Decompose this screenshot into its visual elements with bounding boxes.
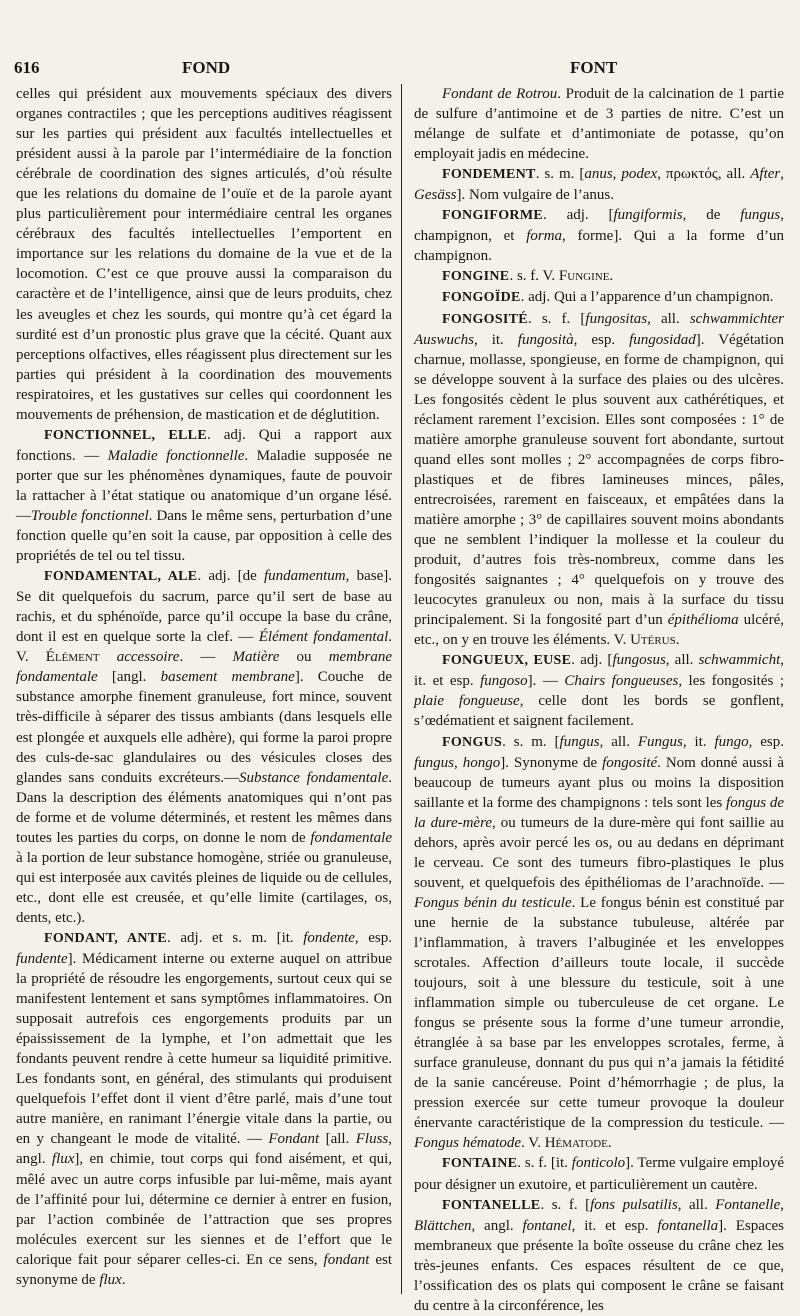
italic-run: schwammichter Auswuchs (414, 310, 784, 348)
italic-run: fonticolo (571, 1155, 626, 1172)
text-run: ]. Synonyme de (500, 754, 603, 771)
text-run: , (612, 166, 622, 183)
italic-run: fontanel (522, 1217, 572, 1234)
text-run: , celle dont les bords se gonflent, s’œdématient et saignent facilement. (414, 693, 784, 730)
italic-run: Fluss (355, 1131, 389, 1148)
entry-fontaine (414, 1153, 784, 1194)
text-run: , esp. (573, 331, 630, 348)
italic-run: fontanella (657, 1217, 719, 1234)
italic-run: fondente (303, 929, 355, 946)
text-run: . adj. Qui a rapport aux fonctions. — (16, 426, 392, 464)
page-number: 616 (14, 58, 40, 77)
text-run: , champignon, et (414, 207, 784, 245)
italic-run: fungus (740, 207, 781, 224)
italic-run: Maladie fonctionnelle (107, 447, 245, 464)
text-run: [angl. (97, 669, 161, 686)
text-run (100, 649, 117, 665)
text-run: , (780, 1196, 784, 1213)
small-caps-run: Utérus (630, 632, 676, 649)
entry-fongiforme (414, 205, 784, 266)
entry-fondant-de-rotrou (414, 84, 784, 164)
headword: FONGINE (442, 269, 510, 285)
entry-fongueux (414, 650, 784, 731)
text-run: . (675, 632, 680, 649)
entry-fondement (414, 164, 784, 205)
text-run: . (607, 1135, 612, 1152)
italic-run: fungiformis (613, 207, 683, 224)
text-run: ulcéré, etc., on y en trouve les éléments. V. (414, 612, 784, 649)
entry-fongoide (414, 287, 784, 308)
italic-run: Fontanelle (715, 1196, 781, 1213)
entry-continuation (16, 84, 392, 425)
italic-run: fungus (559, 733, 600, 750)
text-run: , it. (474, 331, 518, 348)
text-run: ]. Espaces membraneux que présente la boîte osseuse du crâne chez les très-jeunes enfants. Ces espaces résultent de ce que, l’ossification des os plats qui composent le crâne se faisant du centre à la circonférence, les (414, 1217, 785, 1314)
italic-run: fondamentale (310, 829, 392, 846)
entry-fongosite (414, 309, 784, 651)
small-caps-run: Hématode (544, 1135, 608, 1152)
text-run: est synonyme de (16, 1251, 392, 1288)
entry-fongus (414, 732, 784, 1154)
italic-run: Fondant (268, 1131, 320, 1148)
text-run: . adj. [ (543, 207, 614, 224)
italic-run: fungoso (480, 673, 528, 690)
small-caps-run: Fungine (558, 268, 610, 285)
text-run: . V. (521, 1135, 545, 1152)
italic-run: fungo (714, 733, 749, 750)
entry-fontanelle (414, 1195, 784, 1316)
italic-run: fundamentum (263, 568, 346, 585)
italic-run: Fondant de Rotrou (442, 86, 558, 102)
text-run: . Produit de la calcination de 1 partie de sulfure d’antimoine et de 3 parties de nitre. C’est un mélange de sulfate et d’antimoniate de potasse, qu’on employait jadis en médecine. (414, 86, 784, 163)
text-run: , (454, 754, 463, 771)
text-run: à la portion de leur substance homogène, striée ou granuleuse, qui est interposée aux cavités pleines de liquide ou de cellules, etc., dont elle est creusée, et qu’elle limite (cartilages, os, dents, etc.). (16, 849, 392, 926)
headword: FONGUS (442, 734, 503, 750)
italic-run: fongus de la dure-mère (414, 794, 784, 831)
text-run: ]. Végétation charnue, mollasse, spongieuse, en forme de champignon, qui se développe souvent à la surface des plaies ou des ulcères. Les fongosités cèdent le plus souvent aux cathérétiques, et réclament rarement l’excision. Elles sont composées : 1° de matière amorphe granuleuse souvent fort abondante, surtout quand elles sont molles ; 2° accompagnées de corps fibro-plastiques et de fibres lamineuses minces, pâles, entrecroisées, rarement en faisceaux, et empâtées dans la matière amorphe ; 3° de capillaires souvent moins abondants que ne semblent l’indiquer la mollesse et la couleur du produit, d’autres fois très-nombreux, comme dans les fongosités saignantes ; 4° quelquefois on y trouve des leucocytes granuleux ou non, mais à la surface du tissu principalement. Si la fongosité part d’un (414, 331, 784, 629)
italic-run: fundente (16, 951, 68, 968)
text-run: . (121, 1271, 126, 1288)
italic-run: Substance fondamentale (239, 769, 389, 786)
text-run: , les fongosités ; (678, 673, 784, 690)
headword: FONTANELLE (442, 1197, 541, 1213)
entry-fonctionnel (16, 425, 392, 566)
italic-run: membrane fondamentale (16, 649, 393, 686)
text-run: , angl. (471, 1217, 523, 1234)
italic-run: Matière (232, 649, 280, 666)
text-run: ]. Couche de substance amorphe finement granuleuse, fort mince, souvent très-difficile à séparer des tissus ambiants (dans lesquels elle est plongée et auxquels elle adhère), qui forme la paroi propre des culs-de-sac glandulaires ou des vésicules closes des glandes sans conduits excréteurs.— (16, 669, 392, 786)
italic-run: fungosus (612, 652, 666, 669)
italic-run: fungosidad (629, 331, 696, 348)
small-caps-run: Élément (45, 649, 100, 666)
text-run: . s. m. [ (502, 733, 560, 750)
text-run: . s. f. [ (540, 1196, 591, 1213)
italic-run: Chairs fongueuses (564, 673, 679, 690)
text-run: celles qui président aux mouvements spéciaux des divers organes contractiles ; que les perceptions auditives réagissent sur les parties qui président aux facultés intellectuelles et président aussi à la parole par l’intermédiaire de la fonction cérébrale de coordination des signes articulés, d’où résulte que les relations du domaine de l’ouïe et de la parole ayant plus particulièrement pour intermédiaire central les organes cérébraux des facultés intellectuelles l’emportent en importance sur les relations du domaine de la vue et de la locomotion. C’est ce que prouve aussi la comparaison du caractère et de l’intelligence, ainsi que de leurs produits, chez les aveugles et chez les sourds, qui montre qu’à cet égard la surdité est d’un pronostic plus grave que la cécité. Quant aux perceptions olfactives, elles réagissent plus directement sur les parties qui président à la coordination des mouvements respiratoires, et les gustatives sur celles qui coordonnent les mouvements de préhension, de mastication et de déglutition. (16, 86, 392, 423)
headword: FONDANT, ANTE (44, 930, 168, 946)
text-run: , base]. Se dit quelquefois du sacrum, parce qu’il sert de base au rachis, et du sphénoïde, parce qu’il occupe la base du crâne, dont il est en quelque sorte la clef. — (16, 568, 392, 646)
text-run: , all. (665, 652, 699, 669)
headword: FONGOÏDE (442, 290, 521, 306)
text-run: , ou tumeurs de la dure-mère qui font saillie au dehors, après avoir percé les os, ou au dedans en déprimant le cerveau. Ce sont des tumeurs fibro-plastiques le plus souvent, et quelquefois des épithéliomas de l’arachnoïde. — (414, 814, 784, 891)
text-run: . (609, 268, 614, 285)
text-run: , all. (647, 310, 690, 327)
column-divider (401, 84, 402, 1294)
text-run: . Le fongus bénin est constitué par une hernie de la substance tubuleuse, altérée par l’inflammation, à travers l’albuginée et les enveloppes scrotales. Affection d’ailleurs toute locale, il succède toujours, soit à une blessure du testicule, soit à une inflammation simple ou tuberculeuse de cet organe. Le fongus se présente sous la forme d’une tumeur arrondie, étranglée à sa base par les enveloppes scrotales, ferme, à surface granuleuse, donnant du pus qui n’a jamais la fétidité de la sanie cancéreuse. Point d’hémorrhagie ; de plus, la pression exercée sur cette tumeur provoque la douleur énervante caractéristique de la compression du testicule. — (414, 894, 784, 1132)
headword: FONTAINE (442, 1156, 518, 1172)
text-run: ou (279, 649, 329, 666)
text-run: ]. Médicament interne ou externe auquel on attribue la propriété de résoudre les engorgements, surtout ceux qui se manifestent lentement et sans symptômes inflammatoires. On supposait autrefois ces engorgements produits par un épaississement de la lymphe, et l’on admettait que les fondants peuvent rendre à cette humeur sa liquidité primitive. Les fondants sont, en général, des stimulants qui produisent quelquefois l’effet dont il vient d’être parlé, mais d’une tout autre manière, en ranimant l’énergie vitale dans la partie, ou en y changeant le mode de vitalité. — (16, 951, 392, 1148)
headword: FONGUEUX, EUSE (442, 653, 572, 669)
text-run: . s. f. [ (527, 310, 586, 327)
headword: FONDAMENTAL, ALE (44, 569, 198, 585)
text-run: . Dans le même sens, perturbation d’une fonction quelle qu’en soit la cause, par opposition à celle des propriétés de tel ou tel tissu. (16, 507, 392, 565)
left-column (16, 84, 392, 1296)
text-run: . Dans la description des éléments anatomiques qui n’ont pas de forme et de volume déterminés, et restent les mêmes dans toutes les parties du corps, on donne le nom de (16, 769, 392, 846)
text-run: , πρωκτός, all. (657, 166, 751, 183)
italic-run: épithélioma (667, 612, 739, 629)
italic-run: fungositas (585, 310, 648, 327)
text-run: . adj. Qui a l’apparence d’un champignon. (520, 289, 774, 306)
italic-run: flux (99, 1271, 122, 1288)
headword: FONDEMENT (442, 167, 536, 183)
text-run: [all. (319, 1131, 356, 1148)
text-run: ]. Terme vulgaire employé pour désigner un exutoire, et particulièrement un cautère. (414, 1155, 784, 1193)
text-run: , it. et esp. (414, 652, 785, 690)
text-run: . s. m. [ (535, 166, 585, 183)
italic-run: Blättchen (414, 1217, 472, 1234)
italic-run: accessoire (116, 649, 180, 666)
text-run: . Nom donné aussi à beaucoup de tumeurs ayant plus ou moins la disposition saillante et la forme des champignons : tels sont les (414, 754, 784, 811)
text-run: , de (682, 207, 741, 224)
text-run: , all. (599, 733, 638, 750)
text-run: . adj. [ (571, 652, 613, 669)
italic-run: fongosité (602, 754, 658, 771)
entry-fondamental (16, 566, 392, 928)
text-run: ], en chimie, tout corps qui fond aisément, et qui, mêlé avec un autre corps infusible par lui-même, mais ayant de l’affinité pour lui, détermine ce dernier à entrer en fusion, par l’action combinée de l’attraction que ses propres molécules exercent sur les siennes et de l’effort que le calorique fait pour séparer celles-ci. En ce sens, (16, 1151, 393, 1268)
italic-run: fungosità (517, 331, 574, 348)
italic-run: anus (584, 166, 613, 183)
text-run: , angl. (16, 1131, 392, 1168)
text-run: . V. (16, 629, 392, 666)
italic-run: plaie fongueuse (414, 693, 520, 710)
entry-fondant (16, 928, 392, 1290)
text-run: . s. f. V. (509, 268, 559, 285)
text-run: , esp. (748, 733, 784, 750)
italic-run: After (750, 166, 781, 183)
text-run: ]. Nom vulgaire de l’anus. (456, 187, 614, 204)
text-run: . adj. [de (197, 568, 264, 585)
headword: FONGOSITÉ (442, 311, 528, 327)
right-guide-word: FONT (570, 58, 618, 77)
headword: FONGIFORME (442, 208, 543, 224)
text-run: . s. f. [it. (517, 1155, 572, 1172)
italic-run: schwammicht (698, 652, 781, 669)
text-run: . — (179, 649, 233, 666)
italic-run: fungus (414, 754, 455, 771)
italic-run: Trouble fonctionnel (31, 507, 149, 524)
italic-run: Élément fondamental (258, 629, 389, 646)
italic-run: Fungus (637, 733, 683, 750)
text-run: , it. et esp. (571, 1217, 658, 1234)
text-run: ]. — (527, 673, 565, 690)
left-guide-word: FOND (182, 58, 231, 77)
italic-run: fons pulsatilis (590, 1196, 678, 1213)
italic-run: Fongus bénin du testicule (414, 894, 572, 911)
italic-run: Fongus hématode (414, 1135, 522, 1152)
text-run: , esp. (354, 929, 392, 946)
text-run: , (780, 166, 784, 183)
italic-run: fondant (323, 1251, 370, 1268)
text-run: . adj. et s. m. [it. (167, 929, 304, 946)
headword: FONCTIONNEL, ELLE (44, 427, 207, 443)
italic-run: podex (621, 166, 658, 183)
text-run: , it. (682, 733, 715, 750)
italic-run: Gesäss (414, 187, 457, 204)
italic-run: forma (526, 228, 563, 245)
text-run: , forme]. Qui a la forme d’un champignon. (414, 228, 784, 265)
right-column (414, 84, 785, 1314)
entry-fongine (414, 266, 784, 287)
text-run: , all. (677, 1196, 716, 1213)
text-run: . Maladie supposée ne porter que sur les phénomènes dynamiques, faute de pouvoir la rattacher à l’état statique ou anatomique d’un organe lésé.— (16, 447, 392, 524)
italic-run: flux (51, 1151, 75, 1168)
italic-run: basement membrane (160, 669, 295, 686)
italic-run: hongo (462, 754, 501, 771)
